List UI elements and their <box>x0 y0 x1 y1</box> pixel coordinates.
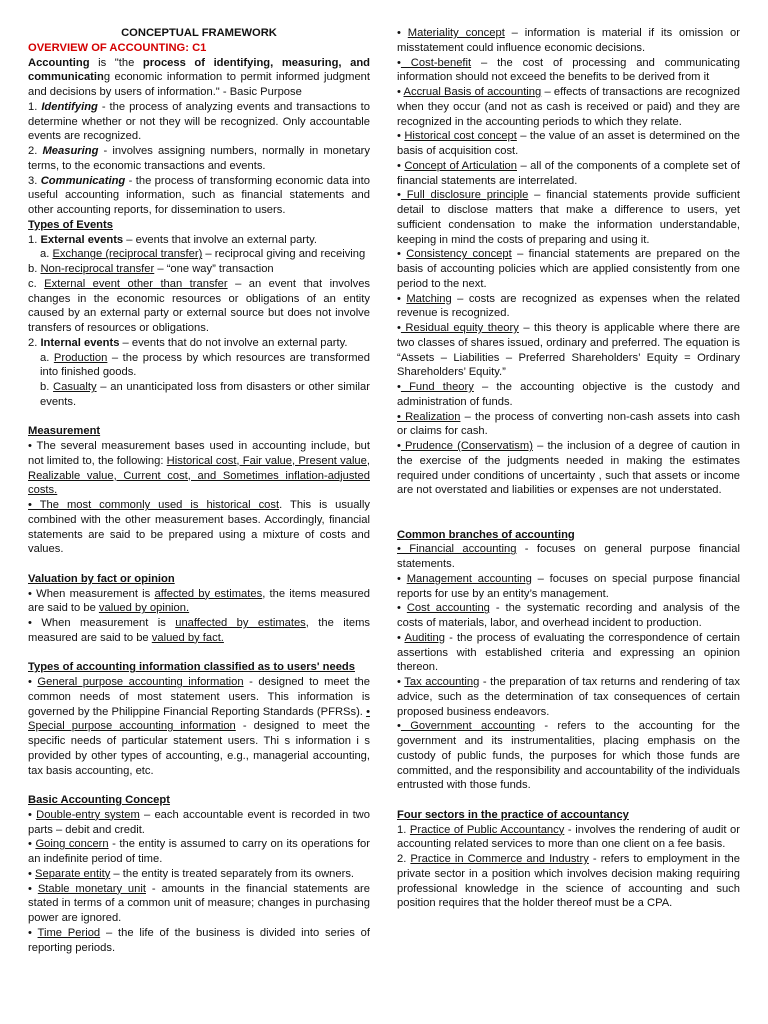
types-info-heading: Types of accounting information classified as to users' needs <box>28 661 355 674</box>
types-info-text: • General purpose accounting information - designed to meet the common needs of most statement users. This information is governed by the Philippine Financial Reporting Standards (PFRSs). • Special purpose accounting information - designed to meet the specific needs of particular statement users. Thi s information i s provided by other types of accounting, e.g., managerial accounting, tax basis accounting, etc. <box>28 676 370 777</box>
process-identifying: 1. Identifying - the process of analyzing events and transactions to determine whether or not they will be recognized. Only accountable events are recognized. <box>28 100 370 143</box>
valuation-heading: Valuation by fact or opinion <box>28 572 175 585</box>
concept-double-entry: • Double-entry system – each accountable event is recorded in two parts – debit and credit. <box>28 808 370 836</box>
valuation-opinion: • When measurement is affected by estimates, the items measured are said to be valued by opinion. <box>28 587 370 615</box>
internal-events: 2. Internal events – events that do not involve an external party. <box>28 336 348 349</box>
concept-historical-cost: • Historical cost concept – the value of an asset is determined on the basis of acquisition cost. <box>397 130 740 157</box>
concept-consistency: • Consistency concept – financial statements are prepared on the basis of accounting policies which are applied consistently from one period to the next. <box>397 248 741 290</box>
sector-public: 1. Practice of Public Accountancy - involves the rendering of audit or accounting related services to more than one client on a fee basis. <box>397 823 740 851</box>
concept-matching: • Matching – costs are recognized as expenses when the related revenue is recognized. <box>397 292 740 320</box>
non-reciprocal-item: b. Non-reciprocal transfer – “one way” transaction <box>28 263 274 275</box>
four-sectors-heading: Four sectors in the practice of accountancy <box>397 808 629 821</box>
branch-management: • Management accounting – focuses on special purpose financial reports for use by an entity’s management. <box>397 572 740 600</box>
process-measuring: 2. Measuring - involves assigning numbers, normally in monetary terms, to the economic transactions and events. <box>28 145 370 172</box>
branch-cost: • Cost accounting - the systematic recording and analysis of the costs of materials, labor, and overhead incident to production. <box>397 602 740 629</box>
branch-government: • Government accounting - refers to the accounting for the government and its instrumentalities, placing emphasis on the custody of public funds, the purposes for which those funds are committed, and the responsibility and accountability of the individuals entrusted with those funds. <box>397 720 741 792</box>
measurement-bases: • The several measurement bases used in accounting include, but not limited to, the following: Historical cost, Fair value, Present value, Realizable value, Current cost, and Sometimes inflation-adjusted costs. <box>28 440 370 497</box>
measurement-heading: Measurement <box>28 425 101 438</box>
casualty-item: b. Casualty – an unanticipated loss from disasters or other similar events. <box>40 381 370 408</box>
accounting-definition: Accounting is "the process of identifying, measuring, and communicating economic information to permit informed judgment and decisions by users of information." - Basic Purpose <box>28 56 370 98</box>
process-communicating: 3. Communicating - the process of transforming economic data into useful accounting information, such as financial statements and other accounting reports, for dissemination to users. <box>28 174 370 216</box>
valuation-fact: • When measurement is unaffected by estimates, the items measured are said to be valued by fact. <box>28 617 370 644</box>
concept-going-concern: • Going concern - the entity is assumed to carry on its operations for an indefinite period of time. <box>28 838 371 865</box>
left-column <box>28 26 370 955</box>
concept-residual-equity: • Residual equity theory – this theory is applicable where there are two classes of shares issued, ordinary and preferred. The equation is “Assets – Liabilities – Preferred Shareholders’ Equity = Ordinary Shareholders’ Equity.” <box>397 322 740 379</box>
concept-realization: • Realization – the process of converting non-cash assets into cash or claims for cash. <box>397 410 740 438</box>
branch-financial: • Financial accounting - focuses on general purpose financial statements. <box>397 543 740 570</box>
branch-auditing: • Auditing - the process of evaluating the correspondence of certain assertions with established criteria and expressing an opinion thereon. <box>397 631 740 674</box>
overview-heading: OVERVIEW OF ACCOUNTING: C1 <box>28 41 207 54</box>
branch-tax: • Tax accounting - the preparation of tax returns and rendering of tax advice, such as the determination of tax consequences of certain proposed business endeavors. <box>397 676 740 718</box>
concept-articulation: • Concept of Articulation – all of the components of a complete set of financial statements are interrelated. <box>397 159 740 187</box>
concept-full-disclosure: • Full disclosure principle – financial statements provide sufficient detail to disclose matters that make a difference to users, yet sufficient condensation to make the information understandable, keeping in mind the costs of preparing and using it. <box>397 189 740 246</box>
concept-prudence: • Prudence (Conservatism) – the inclusion of a degree of caution in the exercise of the judgments needed in making the estimates required under conditions of uncertainty , such that assets or income are not overstated and liabilities or expenses are not understated. <box>397 440 740 497</box>
concept-stable-monetary: • Stable monetary unit - amounts in the financial statements are stated in terms of a common unit of measure; changes in purchasing power are ignored. <box>28 882 370 924</box>
external-other-item: c. External event other than transfer – an event that involves changes in the economic resources or obligations of an entity caused by an external party or external source but does not involve transfers of resources or obligations. <box>28 277 371 334</box>
external-events: 1. External events – events that involve an external party. <box>28 233 317 246</box>
production-item: a. Production – the process by which resources are transformed into finished goods. <box>40 351 370 379</box>
concept-fund-theory: • Fund theory – the accounting objective is the custody and administration of funds. <box>397 381 741 408</box>
concept-cost-benefit: • Cost-benefit – the cost of processing and communicating information should not exceed the benefits to be derived from it <box>397 56 740 84</box>
concept-separate-entity: • Separate entity – the entity is treated separately from its owners. <box>28 867 355 880</box>
exchange-item: a. Exchange (reciprocal transfer) – reciprocal giving and receiving <box>40 248 366 261</box>
concept-time-period: • Time Period – the life of the business is divided into series of reporting periods. <box>28 926 371 954</box>
branches-heading: Common branches of accounting <box>397 528 575 541</box>
measurement-historical: • The most commonly used is historical cost. This is usually combined with the other measurement bases. Accordingly, financial statements are said to be prepared using a mixture of costs and values. <box>28 499 370 556</box>
right-column <box>397 26 740 911</box>
document-title: CONCEPTUAL FRAMEWORK <box>121 27 277 39</box>
sector-commerce: 2. Practice in Commerce and Industry - refers to employment in the private sector in a position which involves decision making requiring professional knowledge in the science of accounting and such position requires that the holder thereof must be a CPA. <box>397 853 741 910</box>
types-of-events-heading: Types of Events <box>28 218 113 231</box>
concept-accrual: • Accrual Basis of accounting – effects of transactions are recognized when they occur (and not as cash is received or paid) and they are recognized in the accounting periods to which they relate. <box>397 86 740 128</box>
concept-materiality: • Materiality concept – information is material if its omission or misstatement could influence economic decisions. <box>397 27 740 54</box>
basic-concept-heading: Basic Accounting Concept <box>28 794 170 806</box>
